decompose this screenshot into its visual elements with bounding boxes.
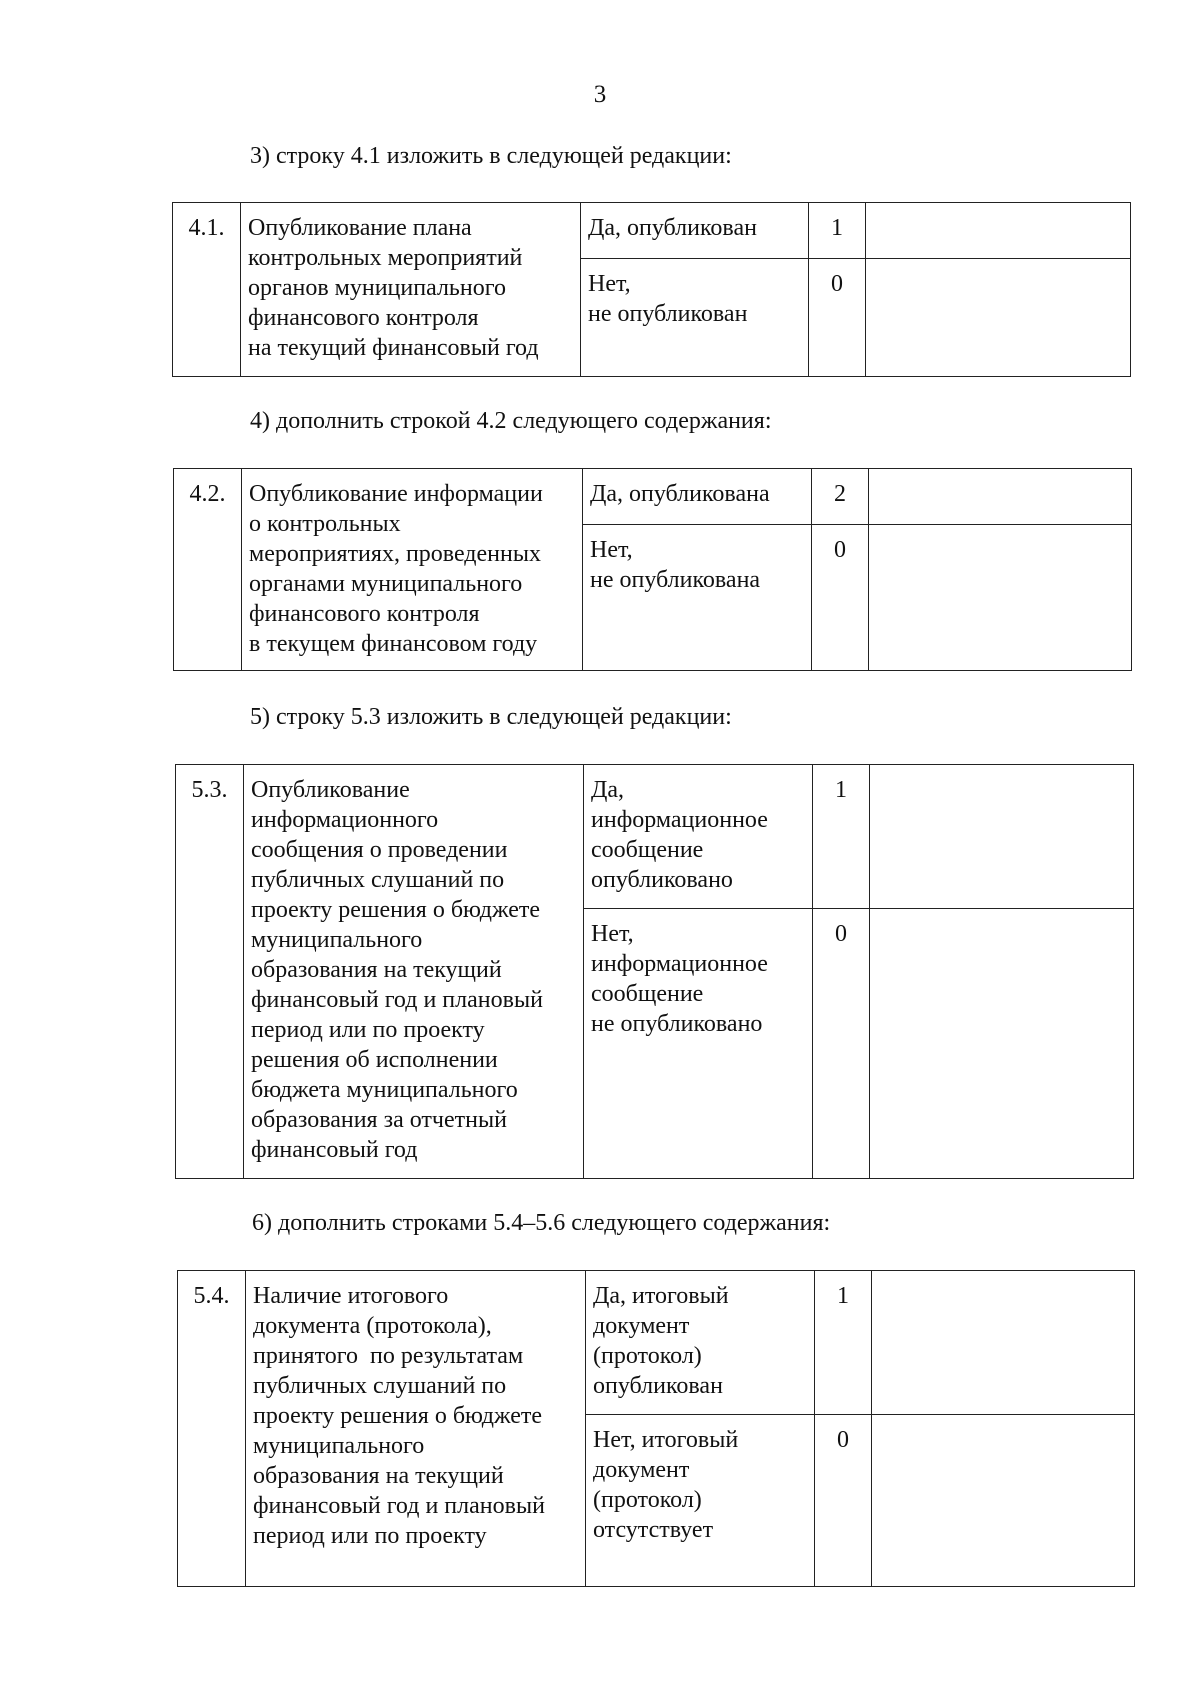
text-line: публичных слушаний по [253, 1373, 507, 1399]
text-line: не опубликована [590, 567, 761, 593]
text-line: органами муниципального [249, 571, 523, 597]
empty-cell [870, 909, 1134, 1179]
text-line: публичных слушаний по [251, 867, 505, 893]
text-line: Опубликование [251, 777, 410, 803]
score-value: 0 [813, 909, 870, 1179]
empty-cell [866, 203, 1131, 259]
text-line: муниципального [251, 927, 423, 953]
text-line: сообщение [591, 837, 704, 863]
text-line: документ [593, 1457, 690, 1483]
text-line: образования на текущий [251, 957, 502, 983]
text-line: Нет, [591, 921, 634, 947]
text-line: сообщение [591, 981, 704, 1007]
text-line: опубликован [593, 1373, 723, 1399]
text-line: мероприятиях, проведенных [249, 541, 541, 567]
text-line: (протокол) [593, 1487, 702, 1513]
answer-option [581, 259, 809, 377]
empty-cell [869, 525, 1132, 671]
text-line: информационного [251, 807, 439, 833]
answer-option [584, 765, 813, 909]
empty-cell [870, 765, 1134, 909]
text-line: проекту решения о бюджете [253, 1403, 543, 1429]
criteria-table [172, 202, 1131, 377]
answer-option [581, 203, 809, 259]
text-line: не опубликован [588, 301, 748, 327]
text-line: решения об исполнении [251, 1047, 498, 1073]
text-line: период или по проекту [251, 1017, 485, 1043]
text-line: на текущий финансовый год [248, 335, 539, 361]
score-value: 1 [815, 1271, 872, 1415]
text-line: финансовый год и плановый [251, 987, 543, 1013]
text-line: Да, [591, 777, 625, 803]
page-number: 3 [593, 81, 607, 108]
text-line: Нет, [590, 537, 633, 563]
answer-option [584, 909, 813, 1179]
text-line: образования на текущий [253, 1463, 504, 1489]
text-line: бюджета муниципального [251, 1077, 518, 1103]
score-value: 0 [809, 259, 866, 377]
text-line: Да, итоговый [593, 1283, 729, 1309]
text-line: финансового контроля [248, 305, 479, 331]
text-line: период или по проекту [253, 1523, 487, 1549]
row-number: 4.1. [173, 203, 241, 377]
criterion-description [244, 765, 584, 1179]
text-line: (протокол) [593, 1343, 702, 1369]
row-number: 5.4. [178, 1271, 246, 1587]
text-line: Да, опубликован [588, 215, 757, 241]
text-line: информационное [591, 951, 768, 977]
text-line: Опубликование плана [248, 215, 472, 241]
criterion-description [241, 203, 581, 377]
criteria-table [175, 764, 1134, 1179]
score-value: 2 [812, 469, 869, 525]
row-number: 4.2. [174, 469, 242, 671]
text-line: сообщения о проведении [251, 837, 508, 863]
criteria-table [177, 1270, 1135, 1587]
row-number: 5.3. [176, 765, 244, 1179]
answer-option [586, 1271, 815, 1415]
text-line: опубликовано [591, 867, 733, 893]
text-line: образования за отчетный [251, 1107, 507, 1133]
text-line: Наличие итогового [253, 1283, 449, 1309]
text-line: проекту решения о бюджете [251, 897, 541, 923]
score-value: 0 [815, 1415, 872, 1587]
text-line: финансовый год [251, 1137, 418, 1163]
score-value: 1 [813, 765, 870, 909]
empty-cell [869, 469, 1132, 525]
empty-cell [866, 259, 1131, 377]
text-line: финансовый год и плановый [253, 1493, 545, 1519]
text-line: о контрольных [249, 511, 401, 537]
text-line: в текущем финансовом году [249, 631, 538, 657]
score-value: 0 [812, 525, 869, 671]
instruction-text: 4) дополнить строкой 4.2 следующего содержания: [250, 408, 772, 434]
text-line: документа (протокола), [253, 1313, 492, 1339]
criteria-table [173, 468, 1132, 671]
empty-cell [872, 1415, 1135, 1587]
text-line: информационное [591, 807, 768, 833]
text-line: Опубликование информации [249, 481, 543, 507]
text-line: не опубликовано [591, 1011, 763, 1037]
criterion-description [246, 1271, 586, 1587]
instruction-text: 6) дополнить строками 5.4–5.6 следующего содержания: [252, 1210, 831, 1236]
answer-option [583, 469, 812, 525]
answer-option [583, 525, 812, 671]
instruction-text: 5) строку 5.3 изложить в следующей редакции: [250, 704, 732, 730]
empty-cell [872, 1271, 1135, 1415]
text-line: финансового контроля [249, 601, 480, 627]
text-line: Нет, [588, 271, 631, 297]
text-line: контрольных мероприятий [248, 245, 523, 271]
answer-option [586, 1415, 815, 1587]
criterion-description [242, 469, 583, 671]
text-line: принятого по результатам [253, 1343, 524, 1369]
score-value: 1 [809, 203, 866, 259]
text-line: отсутствует [593, 1517, 714, 1543]
text-line: Да, опубликована [590, 481, 770, 507]
text-line: Нет, итоговый [593, 1427, 739, 1453]
text-line: органов муниципального [248, 275, 506, 301]
text-line: документ [593, 1313, 690, 1339]
instruction-text: 3) строку 4.1 изложить в следующей редакции: [250, 143, 732, 169]
text-line: муниципального [253, 1433, 425, 1459]
